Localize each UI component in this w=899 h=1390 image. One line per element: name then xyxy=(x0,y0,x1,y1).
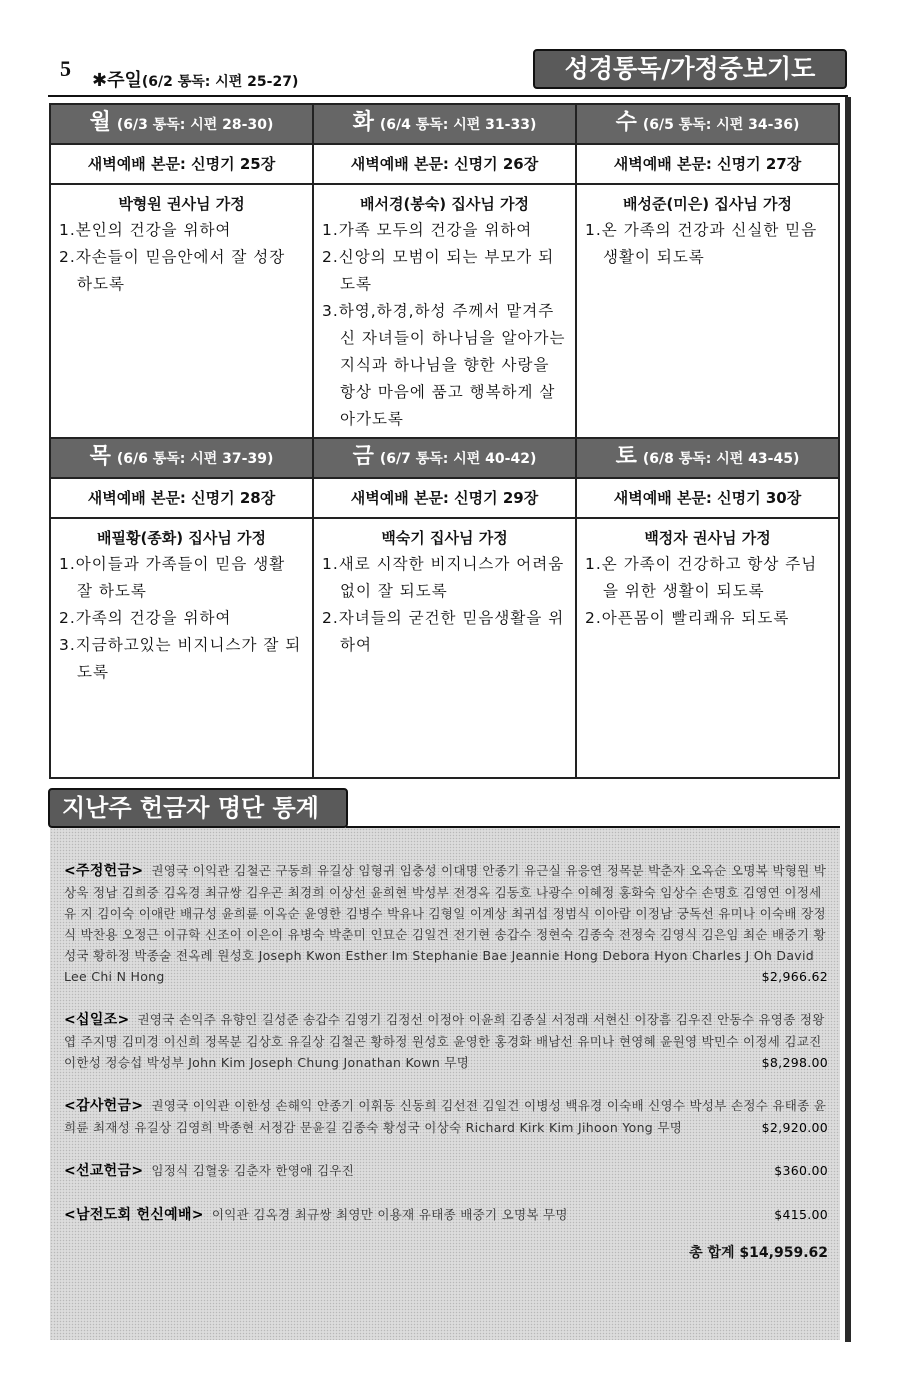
prayer-row xyxy=(50,518,839,778)
offering-mission xyxy=(64,1160,828,1182)
prayer-fri xyxy=(313,518,576,778)
prayer-item: 1.새로 시작한 비지니스가 어려움 없이 잘 되도록 xyxy=(322,555,565,600)
offering-category: <감사헌금> xyxy=(64,1098,144,1114)
prayer-item: 2.자손들이 믿음안에서 잘 성장 하도록 xyxy=(59,248,286,293)
dawn-text-tue: 새벽예배 본문: 신명기 26장 xyxy=(313,144,576,184)
dawn-text-fri: 새벽예배 본문: 신명기 29장 xyxy=(313,478,576,518)
prayer-row xyxy=(50,184,839,438)
prayer-item: 1.온 가족의 건강과 신실한 믿음 생활이 되도록 xyxy=(585,221,818,266)
prayer-item: 1.가족 모두의 건강을 위하여 xyxy=(322,221,533,239)
family-name: 박형원 권사님 가정 xyxy=(118,195,245,213)
section-title: 성경통독/가정중보기도 xyxy=(533,49,847,89)
offering-thanks xyxy=(64,1095,828,1138)
prayer-item: 2.신앙의 모범이 되는 부모가 되도록 xyxy=(322,248,555,293)
prayer-item: 2.자녀들의 굳건한 믿음생활을 위하여 xyxy=(322,609,565,654)
prayer-thu xyxy=(50,518,313,778)
offering-category: <선교헌금> xyxy=(64,1163,144,1179)
day-header-tue: 화 (6/4 통독: 시편 31-33) xyxy=(313,104,576,144)
offering-names: 이익관 김옥경 최규쌍 최영만 이용재 유태종 배중기 오명복 무명 xyxy=(211,1207,568,1222)
family-name: 배서경(봉숙) 집사님 가정 xyxy=(359,195,530,213)
sunday-label: ✱주일 xyxy=(92,70,142,91)
reading-row xyxy=(50,144,839,184)
offering-total: 총 합계 $14,959.62 xyxy=(689,1245,828,1261)
day-header-mon: 월 (6/3 통독: 시편 28-30) xyxy=(50,104,313,144)
offering-stats-box xyxy=(50,828,840,1340)
offering-sunday xyxy=(64,860,828,987)
offering-mens-mission xyxy=(64,1204,828,1226)
offering-amount: $8,298.00 xyxy=(761,1055,828,1070)
day-header-wed: 수 (6/5 통독: 시편 34-36) xyxy=(576,104,839,144)
dawn-text-sat: 새벽예배 본문: 신명기 30장 xyxy=(576,478,839,518)
dawn-text-wed: 새벽예배 본문: 신명기 27장 xyxy=(576,144,839,184)
weekly-prayer-table xyxy=(49,103,840,779)
side-shadow xyxy=(845,97,851,1342)
offering-amount: $415.00 xyxy=(774,1207,828,1222)
dawn-text-mon: 새벽예배 본문: 신명기 25장 xyxy=(50,144,313,184)
offering-names: 권영국 이익관 김철곤 구동희 유길상 임형귀 임충성 이대명 안종기 유근실 유응연 정목분 박춘자 오옥순 오명복 박형원 박상욱 정남 김희중 김옥경 최규쌍 김우곤 최경희 이상선 윤희현 박성부 전경옥 김동호 나광수 이혜정 홍화숙 임상수 손명호 김영연 이정세 유 지 김이숙 이애란 배규성 윤희륜 이옥순 윤영한 김병수 박유나 김형일 이계상 최귀섭 정범식 이아람 이정남 궁독선 유미나 이숙배 장정식 박찬용 오정근 이규학 신조이 이은이 유병숙 박춘미 인묘순 김일건 전기현 송갑수 정현숙 김종숙 전정숙 김영식 김은임 최순 배중기 황성국 황하정 박종술 전옥례 원성호 Joseph Kwon Esther Im Stephanie Bae Jeannie Hong Debora Hyon Charles J Oh David Lee Chi N Hong xyxy=(64,863,827,984)
offering-amount: $2,966.62 xyxy=(761,969,828,984)
offering-category: <십일조> xyxy=(64,1012,130,1028)
prayer-item: 1.온 가족이 건강하고 항상 주님을 위한 생활이 되도록 xyxy=(585,555,818,600)
prayer-wed xyxy=(576,184,839,438)
page-number: 5 xyxy=(60,56,71,81)
day-header-thu: 목 (6/6 통독: 시편 37-39) xyxy=(50,438,313,478)
offering-names: 권영국 손익주 유향인 길성준 송갑수 김영기 김정선 이정아 이윤희 김종실 서정래 서현신 이장흠 김우진 안동수 유영종 정왕엽 주지명 김미경 이신희 정목분 김상호 유길상 김철곤 황하정 원성호 윤영한 홍경화 배남선 유미나 현영혜 윤원영 박민수 이정세 김교진 이한성 정승섭 박성부 John Kim Joseph Chung Jonathan Kown 무명 xyxy=(64,1012,825,1070)
offering-category: <남전도회 헌신예배> xyxy=(64,1207,204,1223)
top-rule xyxy=(48,95,848,97)
prayer-tue xyxy=(313,184,576,438)
offering-names: 임정식 김혈웅 김춘자 한영애 김우진 xyxy=(151,1163,355,1178)
prayer-item: 1.본인의 건강을 위하여 xyxy=(59,221,232,239)
offering-names: 권영국 이익관 이한성 손해익 안종기 이휘동 신동희 김선전 김일건 이병성 백유경 이숙배 신영수 박성부 손정수 유태종 윤희륜 최재성 유길상 김영희 박종현 서정감 문윤길 김종숙 황성국 이상숙 Richard Kirk Kim Jihoon Yong 무명 xyxy=(64,1098,827,1135)
offering-amount: $360.00 xyxy=(774,1163,828,1178)
dawn-text-thu: 새벽예배 본문: 신명기 28장 xyxy=(50,478,313,518)
sunday-reading-range: (6/2 통독: 시편 25-27) xyxy=(141,74,299,90)
prayer-item: 3.하영,하경,하성 주께서 맡겨주신 자녀들이 하나님을 알아가는 지식과 하나님을 향한 사랑을 항상 마음에 품고 행복하게 살아가도록 xyxy=(322,302,566,428)
prayer-item: 2.가족의 건강을 위하여 xyxy=(59,609,232,627)
sunday-reading xyxy=(92,66,298,92)
family-name: 배필황(종화) 집사님 가정 xyxy=(96,529,267,547)
day-header-sat: 토 (6/8 통독: 시편 43-45) xyxy=(576,438,839,478)
prayer-item: 3.지금하고있는 비지니스가 잘 되도록 xyxy=(59,636,302,681)
day-header-fri: 금 (6/7 통독: 시편 40-42) xyxy=(313,438,576,478)
prayer-sat xyxy=(576,518,839,778)
day-header-row xyxy=(50,438,839,478)
offering-category: <주정헌금> xyxy=(64,863,144,879)
prayer-item: 1.아이들과 가족들이 믿음 생활 잘 하도록 xyxy=(59,555,286,600)
family-name: 백숙기 집사님 가정 xyxy=(381,529,508,547)
offering-tithe xyxy=(64,1009,828,1073)
offering-amount: $2,920.00 xyxy=(761,1120,828,1135)
reading-row xyxy=(50,478,839,518)
family-name: 배성준(미은) 집사님 가정 xyxy=(622,195,793,213)
prayer-mon xyxy=(50,184,313,438)
prayer-item: 2.아픈몸이 빨리쾌유 되도록 xyxy=(585,609,790,627)
day-header-row xyxy=(50,104,839,144)
family-name: 백정자 권사님 가정 xyxy=(644,529,771,547)
offering-stats-title: 지난주 헌금자 명단 통계 xyxy=(48,788,348,828)
